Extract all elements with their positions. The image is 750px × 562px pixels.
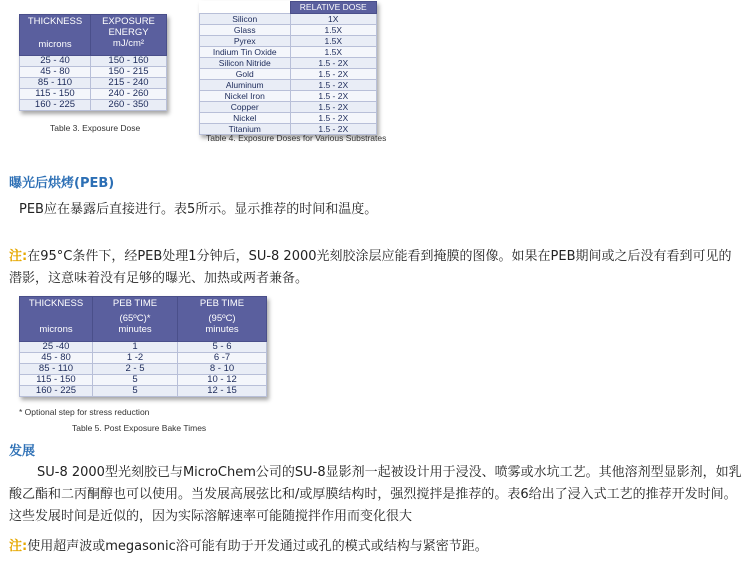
table4-row-cell: 1X (290, 14, 377, 25)
table4-row (200, 58, 377, 69)
table3-row (20, 67, 167, 78)
table3-header-exposure-label: EXPOSURE (102, 16, 155, 27)
table4-row-cell: 1.5 - 2X (290, 113, 377, 124)
table3-row-cell: 45 - 80 (20, 67, 91, 78)
table5-header-peb95-unit: minutes (205, 324, 239, 335)
table5-row-cell: 8 - 10 (178, 364, 267, 375)
table4-row (200, 69, 377, 80)
table4-row (200, 91, 377, 102)
table4-row (200, 47, 377, 58)
table4-row-cell: 1.5 - 2X (290, 102, 377, 113)
table5-header-peb65-temp: (65ºC)* (119, 313, 151, 324)
table4-row-cell: 1.5X (290, 36, 377, 47)
table5-row-cell: 1 (93, 342, 178, 353)
section-dev-title: 发展 (9, 444, 36, 459)
table4-row-cell: Silicon Nitride (200, 58, 291, 69)
table4-row (200, 80, 377, 91)
table5-header-peb95-label: PEB TIME (199, 298, 245, 309)
table4-row-cell: Nickel Iron (200, 91, 291, 102)
table4-row-cell: 1.5 - 2X (290, 58, 377, 69)
table4-row-cell: Titanium (200, 124, 291, 135)
table4-row-cell: Gold (200, 69, 291, 80)
section-dev-body: SU-8 2000型光刻胶已与MicroChem公司的SU-8显影剂一起被设计用于浸没、喷雾或水坑工艺。其他溶剂型显影剂，如乳酸乙酯和二丙酮醇也可以使用。当发展高展弦比和/或厚膜结构时，强烈搅拌是推荐的。表6给出了浸入式工艺的推荐开发时间。这些发展时间是近似的，因为实际溶解速率可能随搅拌作用而变化很大 (9, 465, 742, 524)
table5-row-cell: 5 (93, 375, 178, 386)
table3-row-cell: 150 - 160 (91, 56, 167, 67)
note1-label: 注: (9, 249, 28, 264)
table4-row-cell: 1.5 - 2X (290, 69, 377, 80)
table3-row (20, 89, 167, 100)
note1 (9, 246, 744, 290)
table5-row-cell: 10 - 12 (178, 375, 267, 386)
table4-row-cell: Indium Tin Oxide (200, 47, 291, 58)
table4-row-cell: Copper (200, 102, 291, 113)
table5-row-cell: 115 - 150 (20, 375, 93, 386)
note1-text: 在95°C条件下，经PEB处理1分钟后，SU-8 2000光刻胶涂层应能看到掩膜的图像。如果在PEB期间或之后没有看到可见的潜影，这意味着没有足够的曝光、加热或两者兼备。 (9, 249, 732, 286)
table4-row-cell: Pyrex (200, 36, 291, 47)
table3-header-energy-label: ENERGY (108, 27, 149, 38)
table4-row-cell: 1.5X (290, 47, 377, 58)
table4-row-cell: 1.5 - 2X (290, 124, 377, 135)
table5-row (20, 375, 267, 386)
table4-header-relative-dose: RELATIVE DOSE (290, 2, 377, 14)
note2-label: 注: (9, 539, 28, 554)
table4-row (200, 113, 377, 124)
table3-header-thickness-label: THICKNESS (27, 16, 83, 27)
table3-header-thickness-unit: microns (38, 39, 72, 50)
table3-row-cell: 150 - 215 (91, 67, 167, 78)
table3-row (20, 78, 167, 89)
table4-row-cell: 1.5 - 2X (290, 91, 377, 102)
table3-row-cell: 240 - 260 (91, 89, 167, 100)
table5-row-cell: 1 -2 (93, 353, 178, 364)
table3-row-cell: 160 - 225 (20, 100, 91, 111)
table5-row-cell: 85 - 110 (20, 364, 93, 375)
table3 (19, 14, 167, 111)
table5-row-cell: 5 (93, 386, 178, 397)
table3-row-cell: 115 - 150 (20, 89, 91, 100)
table3-row-cell: 215 - 240 (91, 78, 167, 89)
table4-row (200, 102, 377, 113)
table4-caption: Table 4. Exposure Doses for Various Substrates (206, 133, 387, 143)
table4-row-cell: 1.5 - 2X (290, 80, 377, 91)
table5-header-peb95 (178, 297, 267, 342)
table5-row (20, 386, 267, 397)
table3-header-exposure (91, 15, 167, 56)
table5-row-cell: 45 - 80 (20, 353, 93, 364)
table4-row-cell: Nickel (200, 113, 291, 124)
table5-row-cell: 5 - 6 (178, 342, 267, 353)
table3-row-cell: 25 - 40 (20, 56, 91, 67)
table5-header-thickness-unit: microns (39, 324, 73, 335)
table4-row-cell: 1.5X (290, 25, 377, 36)
table4-header-substrate (200, 2, 291, 14)
table4-row-cell: Aluminum (200, 80, 291, 91)
table3-row (20, 100, 167, 111)
table3-caption: Table 3. Exposure Dose (50, 123, 141, 133)
table3-row (20, 56, 167, 67)
table5-header-thickness (20, 297, 93, 342)
table4-row (200, 14, 377, 25)
table5-row-cell: 6 -7 (178, 353, 267, 364)
section-dev-text (9, 462, 745, 528)
table5-row-cell: 2 - 5 (93, 364, 178, 375)
table3-header-thickness (20, 15, 91, 56)
table5-row-cell: 12 - 15 (178, 386, 267, 397)
table4-row (200, 36, 377, 47)
table5-row (20, 342, 267, 353)
table5-header-thickness-label: THICKNESS (28, 298, 84, 309)
section-peb-title: 曝光后烘烤(PEB) (9, 176, 115, 191)
table3-row-cell: 85 - 110 (20, 78, 91, 89)
table5-row (20, 364, 267, 375)
table4-row (200, 25, 377, 36)
table5-header-peb65-label: PEB TIME (112, 298, 158, 309)
table5-header-peb65 (93, 297, 178, 342)
section-peb-text: PEB应在暴露后直接进行。表5所示。显示推荐的时间和温度。 (19, 202, 378, 217)
table5-caption: Table 5. Post Exposure Bake Times (72, 423, 207, 433)
note2 (9, 536, 744, 558)
table3-header-exposure-unit: mJ/cm² (112, 38, 145, 49)
table5-header-peb95-temp: (95ºC) (208, 313, 236, 324)
table5-row-cell: 25 -40 (20, 342, 93, 353)
table4 (199, 1, 377, 135)
table3-row-cell: 260 - 350 (91, 100, 167, 111)
table5-header-peb65-unit: minutes (118, 324, 152, 335)
table4-row-cell: Silicon (200, 14, 291, 25)
note2-text: 使用超声波或megasonic浴可能有助于开发通过或孔的模式或结构与紧密节距。 (27, 539, 488, 554)
table5 (19, 296, 267, 397)
table5-row (20, 353, 267, 364)
table5-footnote: * Optional step for stress reduction (19, 407, 150, 417)
table4-row-cell: Glass (200, 25, 291, 36)
table5-row-cell: 160 - 225 (20, 386, 93, 397)
